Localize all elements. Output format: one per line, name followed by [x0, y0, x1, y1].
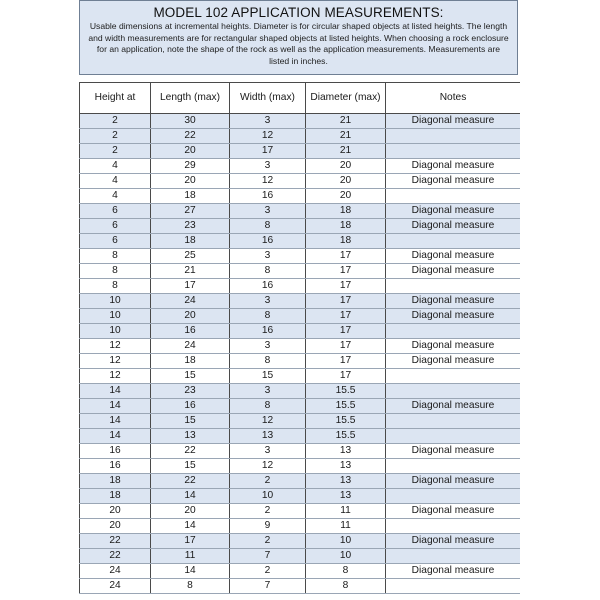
- diameter-cell: 21: [306, 114, 386, 129]
- height-cell: 10: [80, 294, 151, 309]
- length-cell: 22: [151, 444, 230, 459]
- notes-cell: Diagonal measure: [386, 564, 521, 579]
- notes-cell: [386, 234, 521, 249]
- notes-cell: Diagonal measure: [386, 204, 521, 219]
- width-cell: 2: [230, 534, 306, 549]
- width-cell: 8: [230, 219, 306, 234]
- width-cell: 8: [230, 399, 306, 414]
- diameter-cell: 13: [306, 474, 386, 489]
- table-row: [80, 579, 521, 594]
- height-cell: 2: [80, 114, 151, 129]
- diameter-cell: 18: [306, 204, 386, 219]
- diameter-cell: 13: [306, 489, 386, 504]
- diameter-cell: 8: [306, 564, 386, 579]
- height-cell: 2: [80, 129, 151, 144]
- width-cell: 16: [230, 324, 306, 339]
- height-cell: 20: [80, 519, 151, 534]
- width-cell: 16: [230, 234, 306, 249]
- width-cell: 8: [230, 354, 306, 369]
- width-cell: 3: [230, 384, 306, 399]
- table-row: [80, 534, 521, 549]
- width-cell: 8: [230, 309, 306, 324]
- notes-cell: [386, 129, 521, 144]
- length-cell: 25: [151, 249, 230, 264]
- column-header-height: Height at: [80, 83, 151, 114]
- length-cell: 14: [151, 489, 230, 504]
- header-description: Usable dimensions at incremental heights. Diameter is for circular shaped objects at listed heights. The length and width measurements are for rectangular shaped objects at listed heights. When choosing a rock enclosure for an application, note the shape of the rock as well as the application measurements. Measurements are listed in inches.: [88, 21, 509, 66]
- notes-cell: Diagonal measure: [386, 174, 521, 189]
- width-cell: 12: [230, 174, 306, 189]
- notes-cell: Diagonal measure: [386, 249, 521, 264]
- diameter-cell: 11: [306, 504, 386, 519]
- height-cell: 18: [80, 474, 151, 489]
- notes-cell: Diagonal measure: [386, 339, 521, 354]
- height-cell: 10: [80, 324, 151, 339]
- page-title: MODEL 102 APPLICATION MEASUREMENTS:: [153, 5, 444, 20]
- table-row: [80, 189, 521, 204]
- width-cell: 2: [230, 504, 306, 519]
- length-cell: 16: [151, 399, 230, 414]
- diameter-cell: 15.5: [306, 414, 386, 429]
- table-row: [80, 264, 521, 279]
- notes-cell: [386, 489, 521, 504]
- length-cell: 13: [151, 429, 230, 444]
- height-cell: 14: [80, 384, 151, 399]
- diameter-cell: 17: [306, 249, 386, 264]
- length-cell: 14: [151, 564, 230, 579]
- diameter-cell: 18: [306, 219, 386, 234]
- length-cell: 16: [151, 324, 230, 339]
- height-cell: 6: [80, 234, 151, 249]
- diameter-cell: 8: [306, 579, 386, 594]
- table-row: [80, 369, 521, 384]
- length-cell: 20: [151, 309, 230, 324]
- length-cell: 18: [151, 234, 230, 249]
- notes-cell: Diagonal measure: [386, 534, 521, 549]
- diameter-cell: 17: [306, 294, 386, 309]
- width-cell: 7: [230, 549, 306, 564]
- width-cell: 3: [230, 159, 306, 174]
- length-cell: 20: [151, 144, 230, 159]
- diameter-cell: 17: [306, 369, 386, 384]
- height-cell: 16: [80, 444, 151, 459]
- table-row: [80, 474, 521, 489]
- notes-cell: Diagonal measure: [386, 399, 521, 414]
- table-row: [80, 339, 521, 354]
- height-cell: 24: [80, 564, 151, 579]
- length-cell: 15: [151, 414, 230, 429]
- diameter-cell: 17: [306, 279, 386, 294]
- length-cell: 23: [151, 219, 230, 234]
- table-row: [80, 114, 521, 129]
- width-cell: 9: [230, 519, 306, 534]
- height-cell: 4: [80, 174, 151, 189]
- height-cell: 22: [80, 549, 151, 564]
- width-cell: 3: [230, 204, 306, 219]
- height-cell: 20: [80, 504, 151, 519]
- column-header-notes: Notes: [386, 83, 521, 114]
- diameter-cell: 13: [306, 444, 386, 459]
- column-header-diameter: Diameter (max): [306, 83, 386, 114]
- height-cell: 24: [80, 579, 151, 594]
- height-cell: 8: [80, 279, 151, 294]
- length-cell: 22: [151, 474, 230, 489]
- table-body: [80, 114, 521, 594]
- width-cell: 3: [230, 339, 306, 354]
- width-cell: 3: [230, 114, 306, 129]
- notes-cell: [386, 384, 521, 399]
- width-cell: 12: [230, 129, 306, 144]
- length-cell: 24: [151, 339, 230, 354]
- notes-cell: [386, 519, 521, 534]
- length-cell: 30: [151, 114, 230, 129]
- table-row: [80, 234, 521, 249]
- table-row: [80, 429, 521, 444]
- table-header-row: [80, 83, 521, 114]
- width-cell: 10: [230, 489, 306, 504]
- length-cell: 27: [151, 204, 230, 219]
- notes-cell: Diagonal measure: [386, 474, 521, 489]
- width-cell: 2: [230, 474, 306, 489]
- width-cell: 12: [230, 414, 306, 429]
- diameter-cell: 20: [306, 174, 386, 189]
- length-cell: 23: [151, 384, 230, 399]
- table-row: [80, 144, 521, 159]
- table-row: [80, 294, 521, 309]
- table-row: [80, 174, 521, 189]
- table-row: [80, 354, 521, 369]
- width-cell: 15: [230, 369, 306, 384]
- column-header-length: Length (max): [151, 83, 230, 114]
- length-cell: 11: [151, 549, 230, 564]
- width-cell: 3: [230, 294, 306, 309]
- width-cell: 16: [230, 279, 306, 294]
- width-cell: 16: [230, 189, 306, 204]
- width-cell: 8: [230, 264, 306, 279]
- diameter-cell: 20: [306, 189, 386, 204]
- diameter-cell: 15.5: [306, 429, 386, 444]
- height-cell: 14: [80, 429, 151, 444]
- height-cell: 8: [80, 264, 151, 279]
- diameter-cell: 21: [306, 144, 386, 159]
- column-header-width: Width (max): [230, 83, 306, 114]
- diameter-cell: 15.5: [306, 384, 386, 399]
- diameter-cell: 17: [306, 324, 386, 339]
- table-row: [80, 129, 521, 144]
- table-row: [80, 324, 521, 339]
- notes-cell: [386, 429, 521, 444]
- notes-cell: Diagonal measure: [386, 354, 521, 369]
- height-cell: 18: [80, 489, 151, 504]
- notes-cell: [386, 189, 521, 204]
- notes-cell: Diagonal measure: [386, 114, 521, 129]
- notes-cell: [386, 279, 521, 294]
- notes-cell: Diagonal measure: [386, 264, 521, 279]
- diameter-cell: 10: [306, 534, 386, 549]
- notes-cell: [386, 144, 521, 159]
- table-row: [80, 399, 521, 414]
- width-cell: 17: [230, 144, 306, 159]
- length-cell: 8: [151, 579, 230, 594]
- height-cell: 12: [80, 354, 151, 369]
- length-cell: 15: [151, 369, 230, 384]
- table-row: [80, 504, 521, 519]
- height-cell: 14: [80, 414, 151, 429]
- height-cell: 2: [80, 144, 151, 159]
- table-row: [80, 159, 521, 174]
- height-cell: 8: [80, 249, 151, 264]
- notes-cell: Diagonal measure: [386, 159, 521, 174]
- notes-cell: Diagonal measure: [386, 444, 521, 459]
- length-cell: 17: [151, 279, 230, 294]
- length-cell: 20: [151, 174, 230, 189]
- table-row: [80, 459, 521, 474]
- length-cell: 29: [151, 159, 230, 174]
- width-cell: 3: [230, 444, 306, 459]
- notes-cell: [386, 579, 521, 594]
- height-cell: 10: [80, 309, 151, 324]
- table-row: [80, 219, 521, 234]
- table-row: [80, 549, 521, 564]
- table-row: [80, 204, 521, 219]
- measurements-table: [79, 82, 520, 594]
- height-cell: 12: [80, 339, 151, 354]
- notes-cell: [386, 369, 521, 384]
- notes-cell: Diagonal measure: [386, 309, 521, 324]
- length-cell: 24: [151, 294, 230, 309]
- diameter-cell: 17: [306, 354, 386, 369]
- width-cell: 3: [230, 249, 306, 264]
- height-cell: 16: [80, 459, 151, 474]
- diameter-cell: 13: [306, 459, 386, 474]
- diameter-cell: 20: [306, 159, 386, 174]
- table-row: [80, 444, 521, 459]
- table-row: [80, 564, 521, 579]
- width-cell: 7: [230, 579, 306, 594]
- height-cell: 6: [80, 219, 151, 234]
- height-cell: 22: [80, 534, 151, 549]
- table-row: [80, 414, 521, 429]
- notes-cell: Diagonal measure: [386, 294, 521, 309]
- width-cell: 13: [230, 429, 306, 444]
- diameter-cell: 21: [306, 129, 386, 144]
- table-row: [80, 249, 521, 264]
- diameter-cell: 11: [306, 519, 386, 534]
- table-row: [80, 489, 521, 504]
- table-row: [80, 279, 521, 294]
- diameter-cell: 17: [306, 309, 386, 324]
- table-row: [80, 309, 521, 324]
- height-cell: 4: [80, 159, 151, 174]
- notes-cell: [386, 549, 521, 564]
- diameter-cell: 15.5: [306, 399, 386, 414]
- diameter-cell: 10: [306, 549, 386, 564]
- height-cell: 12: [80, 369, 151, 384]
- diameter-cell: 17: [306, 264, 386, 279]
- length-cell: 18: [151, 189, 230, 204]
- length-cell: 15: [151, 459, 230, 474]
- document-page: [79, 0, 520, 600]
- notes-cell: [386, 324, 521, 339]
- length-cell: 18: [151, 354, 230, 369]
- diameter-cell: 17: [306, 339, 386, 354]
- notes-cell: [386, 414, 521, 429]
- height-cell: 6: [80, 204, 151, 219]
- table-row: [80, 384, 521, 399]
- length-cell: 17: [151, 534, 230, 549]
- height-cell: 14: [80, 399, 151, 414]
- length-cell: 21: [151, 264, 230, 279]
- height-cell: 4: [80, 189, 151, 204]
- notes-cell: Diagonal measure: [386, 219, 521, 234]
- length-cell: 22: [151, 129, 230, 144]
- header-box: [79, 0, 518, 75]
- notes-cell: [386, 459, 521, 474]
- notes-cell: Diagonal measure: [386, 504, 521, 519]
- width-cell: 2: [230, 564, 306, 579]
- width-cell: 12: [230, 459, 306, 474]
- diameter-cell: 18: [306, 234, 386, 249]
- length-cell: 20: [151, 504, 230, 519]
- table-row: [80, 519, 521, 534]
- length-cell: 14: [151, 519, 230, 534]
